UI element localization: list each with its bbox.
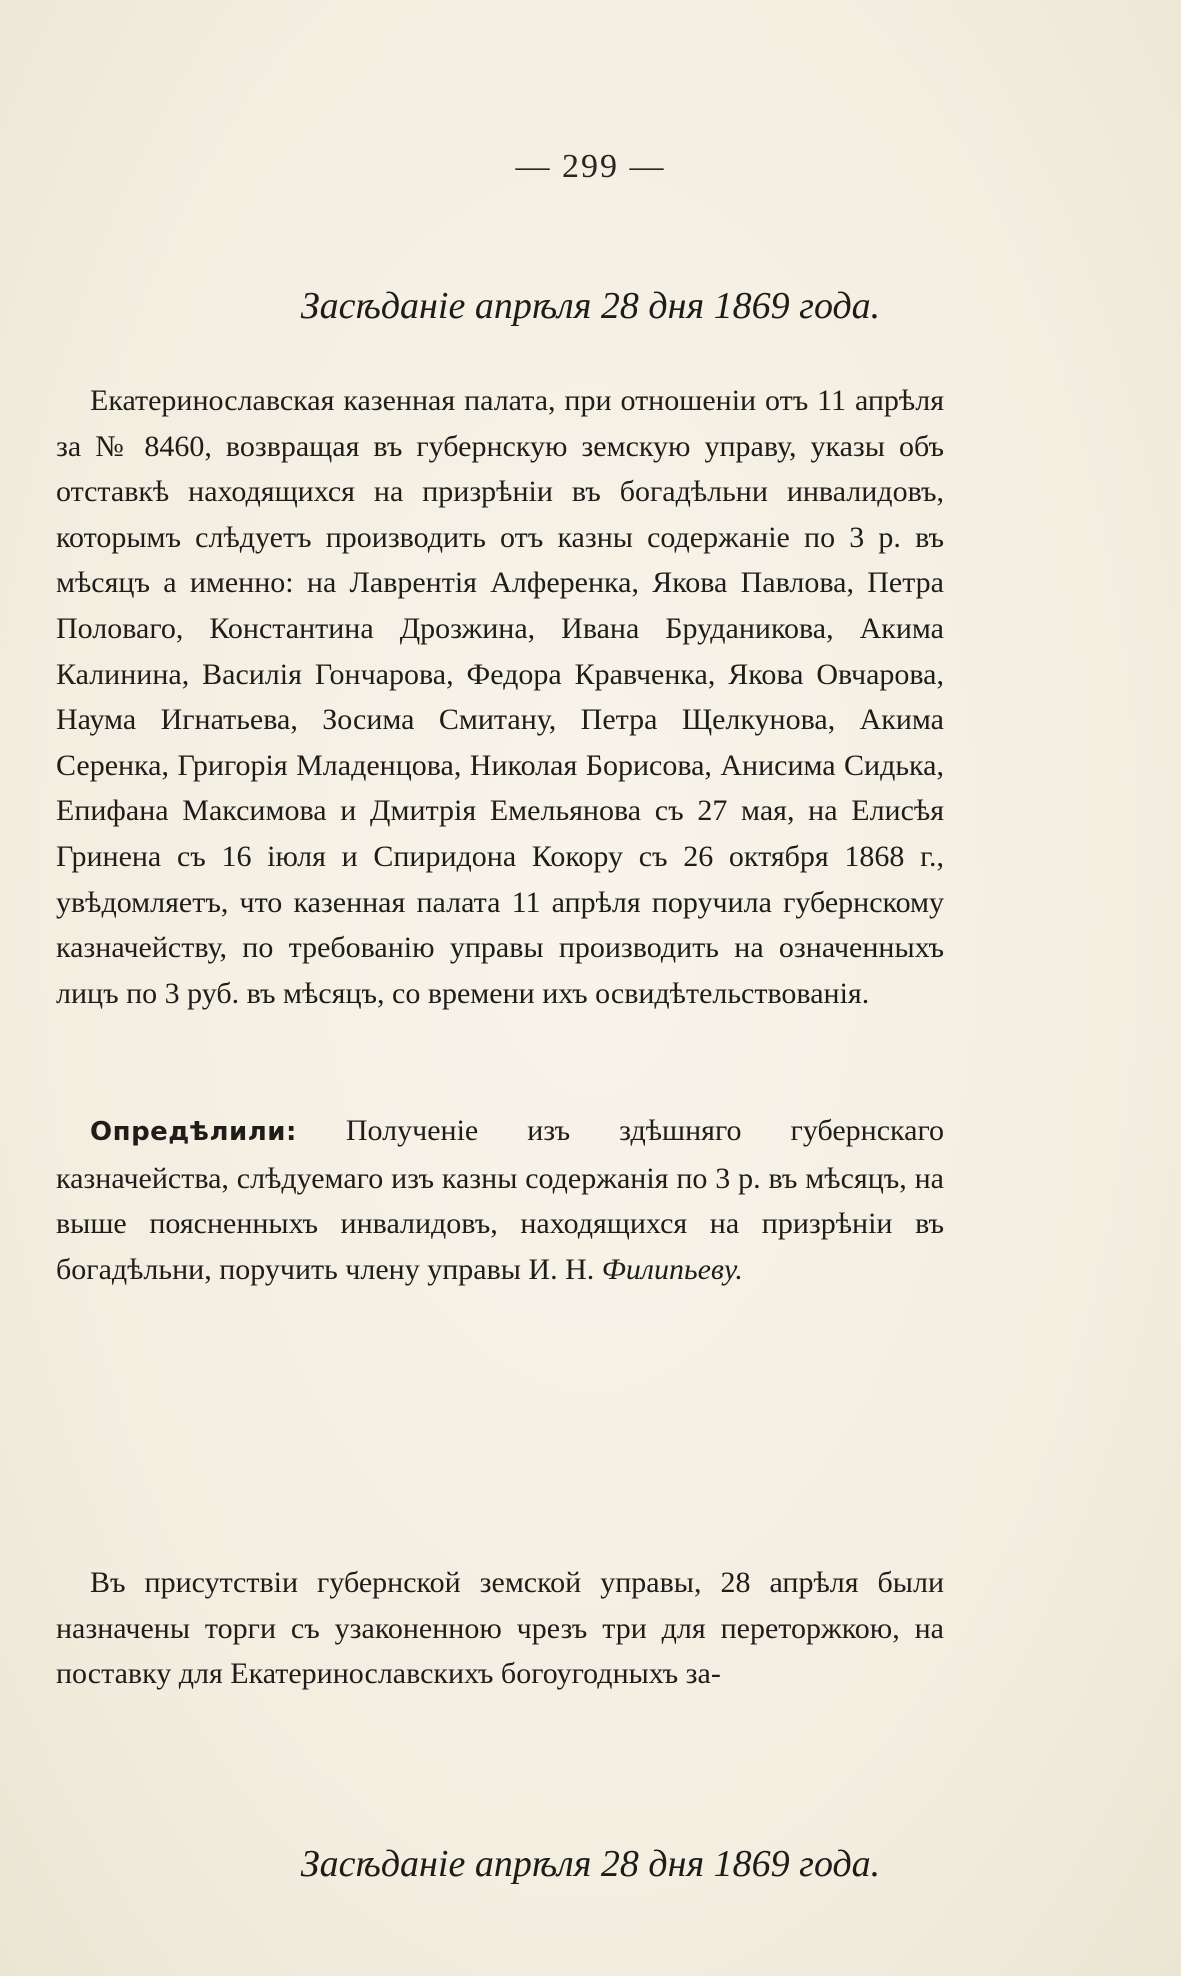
paragraph-treasury-notice: Екатеринославская казенная палата, при отношеніи отъ 11 апрѣля за № 8460, возвращая въ губернскую земскую управу, указы объ отставкѣ находящихся на призрѣніи въ богадѣльни инвалидовъ, которымъ слѣдуетъ производить отъ казны содержаніе по 3 р. въ мѣсяцъ а именно: на Лаврентія Алференка, Якова Павлова, Петра Половаго, Константина Дрозжина, Ивана Бруданикова, Акима Калинина, Василія Гончарова, Федора Кравченка, Якова Овчарова, Наума Игнатьева, Зосима Смитану, Петра Щелкунова, Акима Серенка, Григорія Младенцова, Николая Борисова, Анисима Сидька, Епифана Максимова и Дмитрія Емельянова съ 27 мая, на Елисѣя Гринена съ 16 іюля и Спиридона Кокору съ 26 октября 1868 г., увѣдомляетъ, что казенная палата 11 апрѣля поручила губернскому казначейству, по требованію управы производить на означенныхъ лицъ по 3 руб. въ мѣсяцъ, со времени ихъ освидѣтельствованія. [56, 384, 944, 1010]
section-heading-2: Засѣданіе апрѣля 28 дня 1869 года. [300, 1843, 881, 1885]
section-heading-1: Засѣданіе апрѣля 28 дня 1869 года. [300, 285, 881, 327]
resolution-text: Полученіе изъ здѣшняго губернскаго казначейства, слѣдуемаго изъ казны содержанія по 3 р. въ мѣсяцъ, на выше поясненныхъ инвалидовъ, находящихся на призрѣніи въ богадѣльни, поручить члену управы И. Н. [56, 1114, 944, 1286]
page-number: — 299 — [515, 148, 666, 185]
paragraph-tender-notice: Въ присутствіи губернской земской управы, 28 апрѣля были назначены торги съ узаконенною чрезъ три для переторжкою, на поставку для Екатеринославскихъ богоугодныхъ за- [56, 1566, 944, 1691]
paragraph-resolution [56, 1108, 944, 1292]
resolution-label: Опредѣлили: [90, 1117, 297, 1147]
resolution-name: Филипьеву. [601, 1252, 743, 1286]
